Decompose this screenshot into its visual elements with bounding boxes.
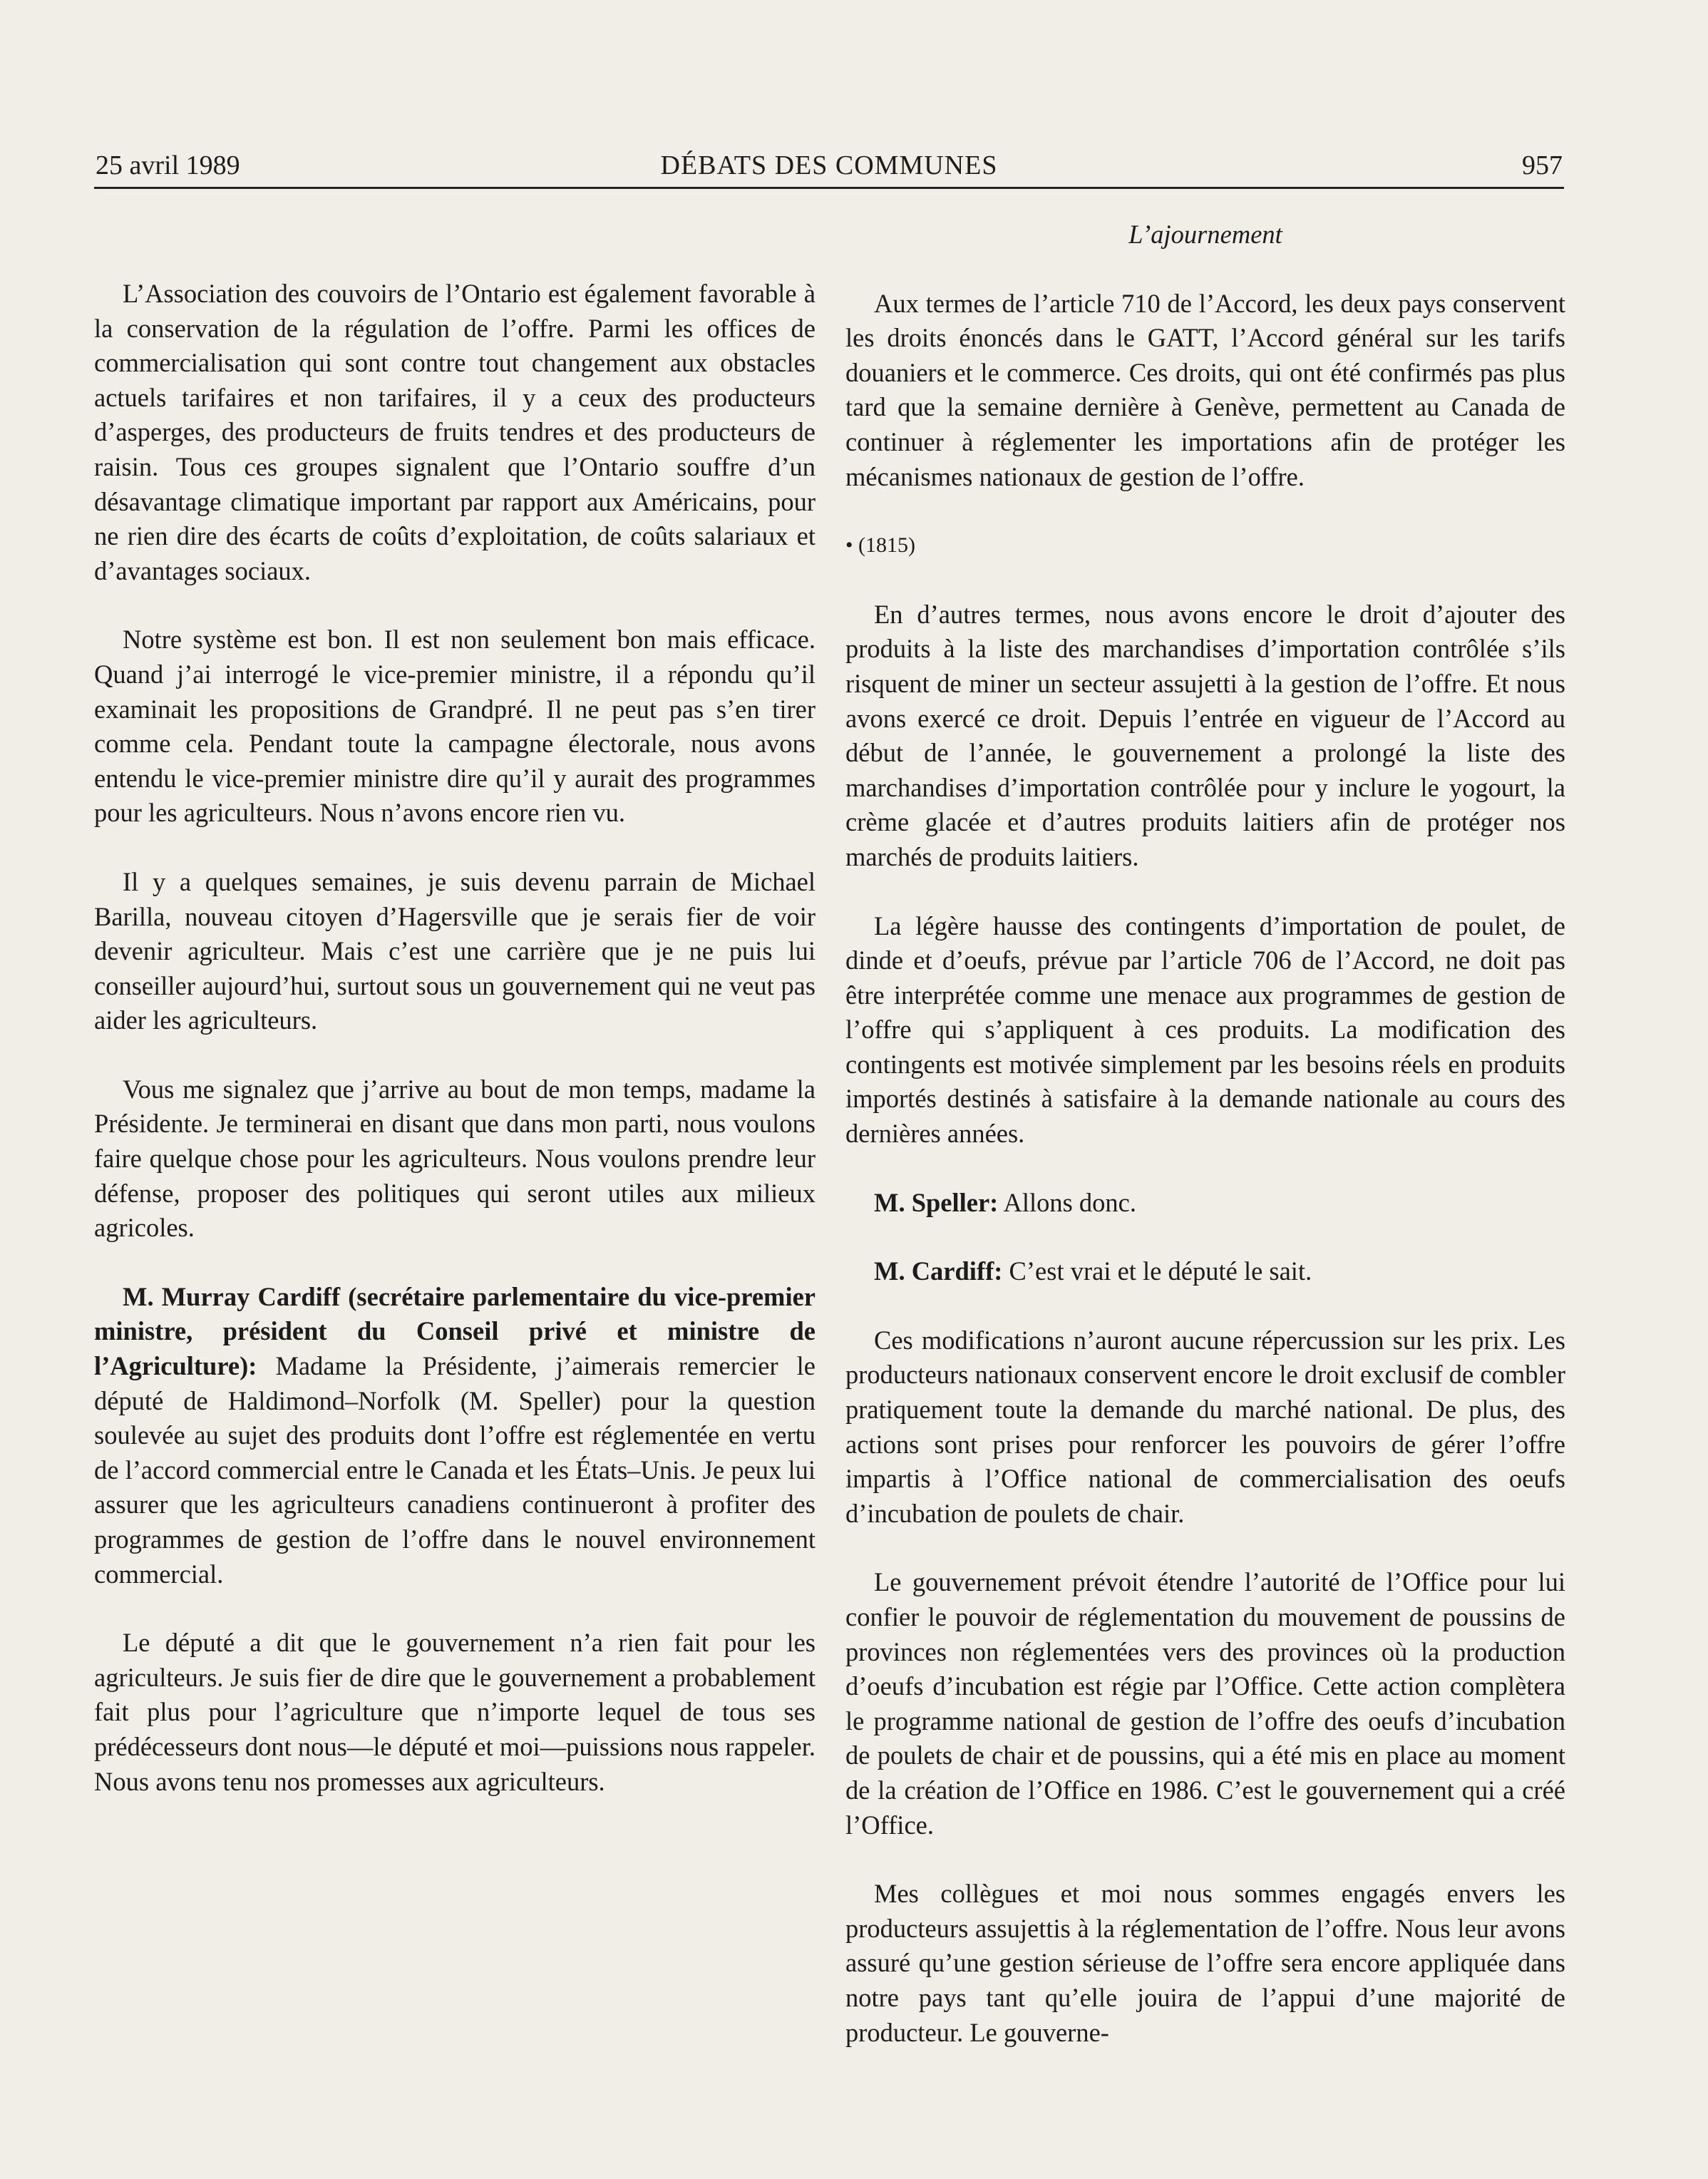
header-rule <box>94 187 1564 189</box>
speaker-name: M. Speller: <box>874 1187 999 1217</box>
time-marker: • (1815) <box>845 533 915 558</box>
paragraph: Le député a dit que le gouvernement n’a rien fait pour les agriculteurs. Je suis fier de dire que le gouvernement a probablement fait plus pour l’agriculture que n’importe lequel de tous ses prédécesseurs dont nous—le député et moi—puissions nous rappeler. Nous avons tenu nos promesses aux agriculteurs. <box>94 1628 816 1796</box>
paragraph: Notre système est bon. Il est non seulement bon mais efficace. Quand j’ai interrogé le vice-premier ministre, il a répondu qu’il examinait les propositions de Grandpré. Il ne peut pas s’en tirer comme cela. Pendant toute la campagne électorale, nous avons entendu le vice-premier ministre dire qu’il y aurait des programmes pour les agriculteurs. Nous n’avons encore rien vu. <box>94 625 816 828</box>
speaker-name: M. Cardiff: <box>874 1256 1003 1286</box>
speech-text: C’est vrai et le député le sait. <box>1002 1256 1312 1286</box>
speech-paragraph <box>845 1254 1565 1289</box>
page-header <box>96 147 1563 184</box>
speech-paragraph <box>845 1186 1565 1221</box>
paragraph: Vous me signalez que j’arrive au bout de mon temps, madame la Présidente. Je terminerai en disant que dans mon parti, nous voulons faire quelque chose pour les agriculteurs. Nous voulons prendre leur défense, proposer des politiques qui seront utiles aux milieux agricoles. <box>94 1074 816 1243</box>
paragraph: Mes collègues et moi nous sommes engagés envers les producteurs assujettis à la réglementation de l’offre. Nous leur avons assuré qu’une gestion sérieuse de l’offre sera encore appliquée dans notre pays tant qu’elle jouira de l’appui d’une majorité de producteur. Le gouverne- <box>845 1879 1565 2047</box>
speech-text: Allons donc. <box>998 1187 1137 1217</box>
paragraph: Il y a quelques semaines, je suis devenu parrain de Michael Barilla, nouveau citoyen d’Hagersville que je serais fier de voir devenir agriculteur. Mais c’est une carrière que je ne puis lui conseiller aujourd’hui, surtout sous un gouvernement qui ne veut pas aider les agriculteurs. <box>94 866 816 1035</box>
paragraph: Le gouvernement prévoit étendre l’autorité de l’Office pour lui confier le pouvoir de réglementation du mouvement de poussins de provinces non réglementées vers des provinces où la production d’oeufs d’incubation est régie par l’Office. Cette action complètera le programme national de gestion de l’offre des oeufs d’incubation de poulets de chair et de poussins, qui a été mis en place au moment de la création de l’Office en 1986. C’est le gouvernement qui a créé l’Office. <box>845 1567 1565 1840</box>
speech-paragraph <box>94 1280 816 1591</box>
speech-text: Madame la Présidente, j’aimerais remercier le député de Haldimond–Norfolk (M. Speller) pour la question soulevée au sujet des produits dont l’offre est réglementée en vertu de l’accord commercial entre le Canada et les États–Unis. Je peux lui assurer que les agriculteurs canadiens continueront à profiter des programmes de gestion de l’offre dans le nouvel environnement commercial. <box>94 1351 816 1589</box>
speaker-name: M. Murray Cardiff (secrétaire parlementaire du vice-premier ministre, président du Conseil privé et ministre de l’Agriculture): <box>94 1281 816 1381</box>
header-date: 25 avril 1989 <box>96 150 240 180</box>
paragraph: L’Association des couvoirs de l’Ontario est également favorable à la conservation de la régulation de l’offre. Parmi les offices de commercialisation qui sont contre tout changement aux obstacles actuels tarifaires et non tarifaires, il y a ceux des producteurs d’asperges, des producteurs de fruits tendres et des producteurs de raisin. Tous ces groupes signalent que l’Ontario souffre d’un désavantage climatique important par rapport aux Américains, pour ne rien dire des écarts de coûts d’exploitation, de coûts salariaux et d’avantages sociaux. <box>94 279 816 585</box>
paragraph: En d’autres termes, nous avons encore le droit d’ajouter des produits à la liste des marchandises d’importation contrôlée s’ils risquent de miner un secteur assujetti à la gestion de l’offre. Et nous avons exercé ce droit. Depuis l’entrée en vigueur de l’Accord au début de l’année, le gouvernement a prolongé la liste des marchandises d’importation contrôlée pour y inclure le yogourt, la crème glacée et d’autres produits laitiers afin de protéger nos marchés de produits laitiers. <box>845 599 1565 871</box>
left-column <box>94 277 816 1799</box>
page-number: 957 <box>1522 150 1563 180</box>
paragraph: Ces modifications n’auront aucune répercussion sur les prix. Les producteurs nationaux conservent encore le droit exclusif de combler pratiquement toute la demande du marché national. De plus, des actions sont prises pour renforcer les pouvoirs de gérer l’offre impartis à l’Office national de commercialisation des oeufs d’incubation de poulets de chair. <box>845 1325 1565 1528</box>
right-column <box>845 217 1565 2050</box>
paragraph: Aux termes de l’article 710 de l’Accord, les deux pays conservent les droits énoncés dans le GATT, l’Accord général sur les tarifs douaniers et le commerce. Ces droits, qui ont été confirmés pas plus tard que la semaine dernière à Genève, permettent au Canada de continuer à réglementer les importations afin de protéger les mécanismes nationaux de gestion de l’offre. <box>845 288 1565 491</box>
header-title: DÉBATS DES COMMUNES <box>660 150 998 180</box>
section-heading: L’ajournement <box>1128 220 1282 249</box>
paragraph: La légère hausse des contingents d’importation de poulet, de dinde et d’oeufs, prévue par l’article 706 de l’Accord, ne doit pas être interprétée comme une menace aux programmes de gestion de l’offre qui s’appliquent à ces produits. La modification des contingents est motivée simplement par les besoins réels en produits importés destinés à satisfaire à la demande nationale au cours des dernières années. <box>845 911 1565 1149</box>
